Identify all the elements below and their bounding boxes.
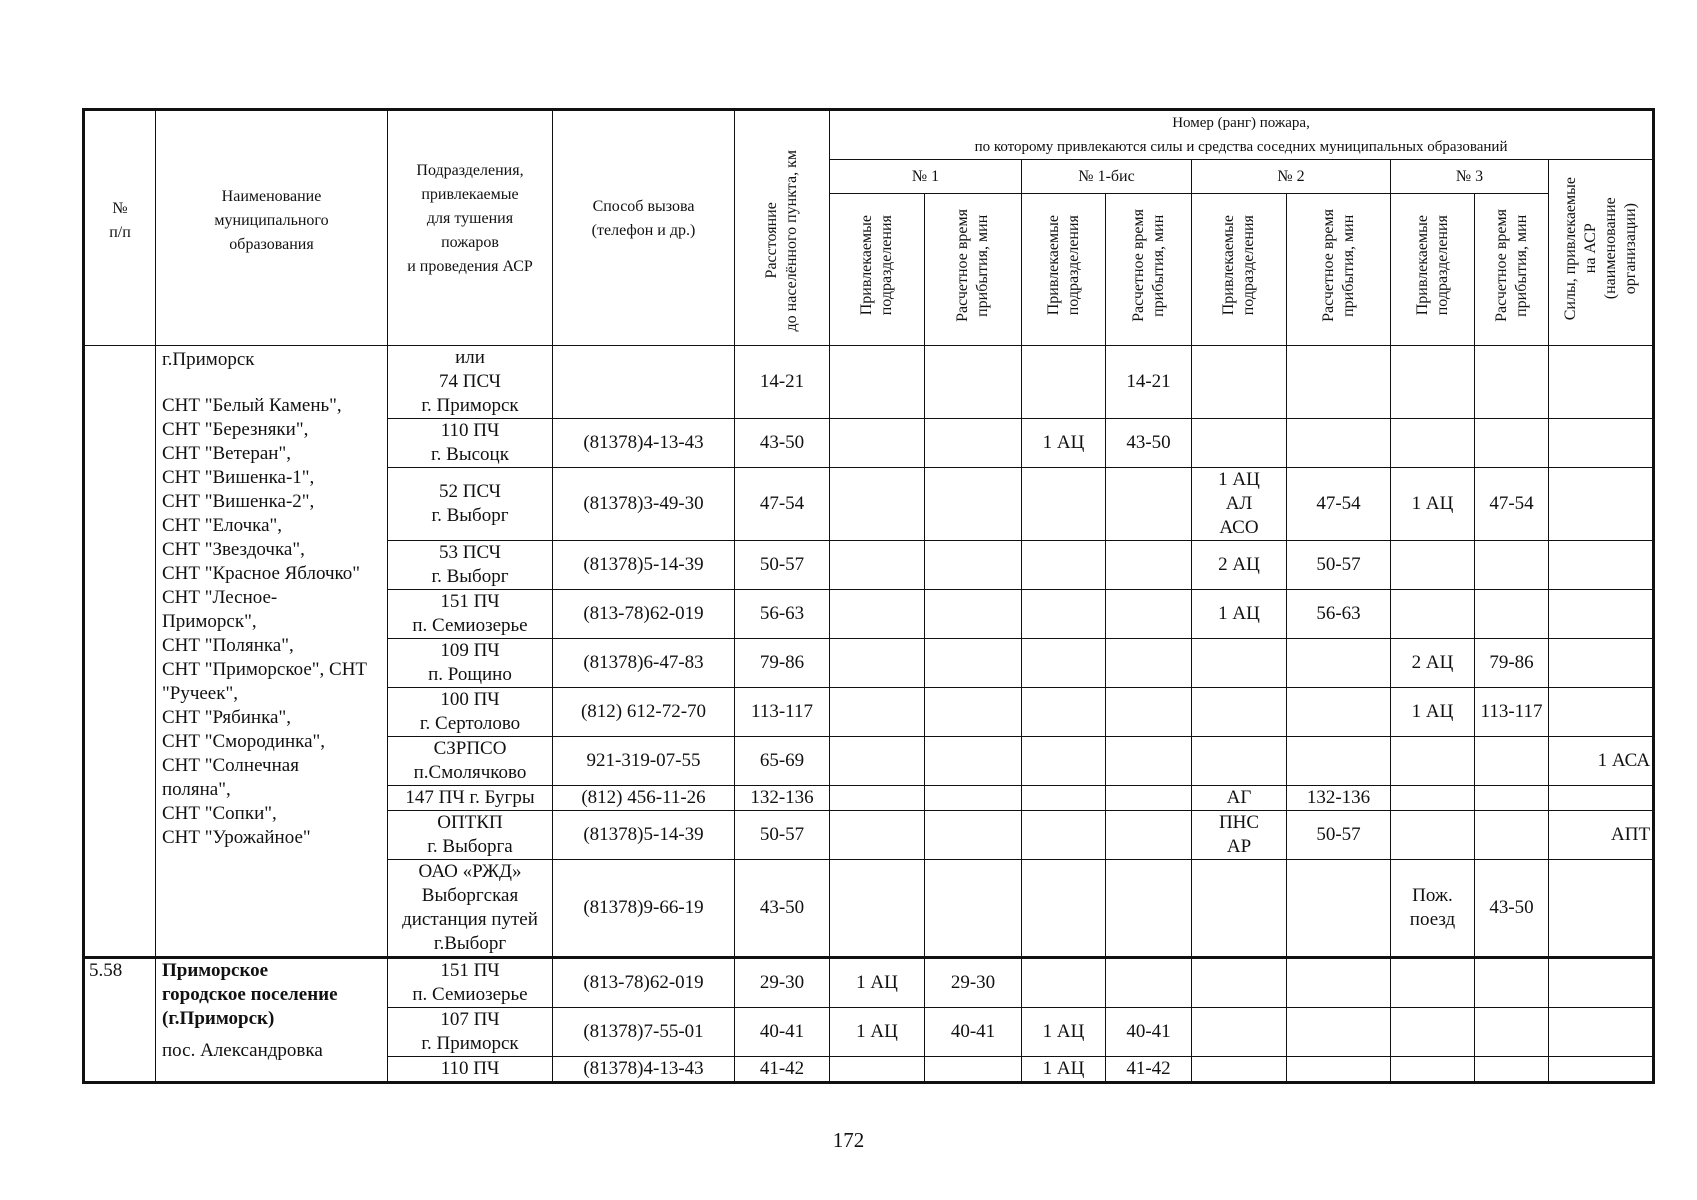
asr-forces-cell	[1549, 541, 1654, 590]
rank3-time-cell: 47-54	[1475, 468, 1549, 541]
rank1bis-time-cell	[1106, 639, 1192, 688]
table-row	[84, 346, 1654, 419]
rank2-units-cell: 1 АЦ АЛ АСО	[1192, 468, 1287, 541]
header-r1-units: Привлекаемые подразделения	[830, 194, 925, 346]
row-number-cell: 5.58	[84, 958, 156, 1083]
rank1bis-units-cell	[1022, 541, 1106, 590]
rank2-time-cell	[1287, 419, 1391, 468]
page-number: 172	[832, 1128, 865, 1152]
distance-cell: 79-86	[735, 639, 830, 688]
phone-cell: (81378)4-13-43	[553, 419, 735, 468]
rank3-time-cell: 79-86	[1475, 639, 1549, 688]
unit-cell: СЗРПСО п.Смолячково	[388, 737, 553, 786]
asr-forces-cell	[1549, 346, 1654, 419]
table-row	[84, 958, 1654, 1008]
rank1bis-units-cell	[1022, 468, 1106, 541]
rank2-time-cell: 47-54	[1287, 468, 1391, 541]
distance-cell: 14-21	[735, 346, 830, 419]
unit-cell: 109 ПЧ п. Рощино	[388, 639, 553, 688]
rank1-time-cell	[925, 811, 1022, 860]
row-number-cell	[84, 346, 156, 958]
rank1bis-units-cell	[1022, 958, 1106, 1008]
unit-cell: 151 ПЧ п. Семиозерье	[388, 590, 553, 639]
header-r1-time: Расчетное время прибытия, мин	[925, 194, 1022, 346]
rank1-time-cell	[925, 590, 1022, 639]
rank3-units-cell	[1391, 419, 1475, 468]
phone-cell: (81378)9-66-19	[553, 860, 735, 958]
rank3-units-cell: 2 АЦ	[1391, 639, 1475, 688]
rank1bis-time-cell: 41-42	[1106, 1057, 1192, 1083]
phone-cell: (81378)6-47-83	[553, 639, 735, 688]
rank1-time-cell	[925, 860, 1022, 958]
rank2-units-cell: ПНС АР	[1192, 811, 1287, 860]
rank2-units-cell: 1 АЦ	[1192, 590, 1287, 639]
rank1-time-cell	[925, 786, 1022, 811]
phone-cell: (81378)5-14-39	[553, 541, 735, 590]
rank3-time-cell	[1475, 590, 1549, 639]
distance-cell: 43-50	[735, 419, 830, 468]
asr-forces-cell	[1549, 639, 1654, 688]
rank2-time-cell: 56-63	[1287, 590, 1391, 639]
fire-forces-table	[82, 108, 1655, 1084]
rank1-units-cell	[830, 639, 925, 688]
table-body-section-2	[84, 958, 1654, 1083]
distance-cell: 50-57	[735, 541, 830, 590]
distance-cell: 47-54	[735, 468, 830, 541]
phone-cell: 921-319-07-55	[553, 737, 735, 786]
rank1bis-units-cell	[1022, 688, 1106, 737]
rank1bis-time-cell	[1106, 860, 1192, 958]
distance-cell: 113-117	[735, 688, 830, 737]
rank1bis-units-cell: 1 АЦ	[1022, 1057, 1106, 1083]
phone-cell: (813-78)62-019	[553, 590, 735, 639]
rank1bis-time-cell: 43-50	[1106, 419, 1192, 468]
rank3-time-cell: 43-50	[1475, 860, 1549, 958]
header-fire-rank: Номер (ранг) пожара, по которому привлекаются силы и средства соседних муниципальных образований	[830, 110, 1654, 160]
unit-cell: ОАО «РЖД» Выборгская дистанция путей г.Выборг	[388, 860, 553, 958]
unit-cell: 110 ПЧ	[388, 1057, 553, 1083]
rank1-units-cell	[830, 688, 925, 737]
distance-cell: 56-63	[735, 590, 830, 639]
rank2-time-cell	[1287, 958, 1391, 1008]
rank1-units-cell	[830, 346, 925, 419]
rank1-time-cell	[925, 1057, 1022, 1083]
rank1-units-cell	[830, 1057, 925, 1083]
unit-cell: 110 ПЧ г. Высоцк	[388, 419, 553, 468]
rank1bis-units-cell	[1022, 737, 1106, 786]
asr-forces-cell	[1549, 419, 1654, 468]
rank2-units-cell: 2 АЦ	[1192, 541, 1287, 590]
asr-forces-cell	[1549, 688, 1654, 737]
rank1-time-cell: 29-30	[925, 958, 1022, 1008]
rank2-time-cell: 132-136	[1287, 786, 1391, 811]
distance-cell: 50-57	[735, 811, 830, 860]
table-body-section-1	[84, 346, 1654, 958]
rank2-units-cell	[1192, 1008, 1287, 1057]
settlement-name: пос. Александровка	[162, 1040, 323, 1061]
header-call-method: Способ вызова (телефон и др.)	[553, 110, 735, 346]
rank3-units-cell	[1391, 737, 1475, 786]
rank3-units-cell	[1391, 811, 1475, 860]
rank1bis-units-cell	[1022, 639, 1106, 688]
header-rank-3: № 3	[1391, 160, 1549, 194]
rank2-time-cell	[1287, 737, 1391, 786]
unit-cell: 151 ПЧ п. Семиозерье	[388, 958, 553, 1008]
municipality-cell	[156, 346, 388, 958]
rank1-time-cell	[925, 419, 1022, 468]
rank1bis-time-cell	[1106, 590, 1192, 639]
rank1bis-time-cell	[1106, 541, 1192, 590]
rank1bis-time-cell	[1106, 786, 1192, 811]
rank3-units-cell	[1391, 1057, 1475, 1083]
rank3-units-cell	[1391, 346, 1475, 419]
rank1-time-cell: 40-41	[925, 1008, 1022, 1057]
rank3-time-cell	[1475, 541, 1549, 590]
settlement-name: г.Приморск	[162, 349, 255, 370]
header-asr-forces: Силы, привлекаемые на АСР (наименование организации)	[1549, 160, 1654, 346]
asr-forces-cell	[1549, 958, 1654, 1008]
rank2-time-cell	[1287, 639, 1391, 688]
phone-cell: (813-78)62-019	[553, 958, 735, 1008]
unit-cell: 147 ПЧ г. Бугры	[388, 786, 553, 811]
phone-cell: (81378)4-13-43	[553, 1057, 735, 1083]
municipality-name: Приморское городское поселение (г.Приморск)	[162, 960, 338, 1029]
rank1bis-units-cell	[1022, 346, 1106, 419]
phone-cell: (81378)5-14-39	[553, 811, 735, 860]
rank3-units-cell	[1391, 786, 1475, 811]
phone-cell	[553, 346, 735, 419]
asr-forces-cell	[1549, 860, 1654, 958]
rank3-time-cell	[1475, 1057, 1549, 1083]
header-r3-units: Привлекаемые подразделения	[1391, 194, 1475, 346]
rank1-time-cell	[925, 688, 1022, 737]
phone-cell: (812) 456-11-26	[553, 786, 735, 811]
rank1-units-cell: 1 АЦ	[830, 1008, 925, 1057]
rank1-time-cell	[925, 639, 1022, 688]
rank1bis-time-cell	[1106, 688, 1192, 737]
rank2-units-cell	[1192, 860, 1287, 958]
rank2-time-cell: 50-57	[1287, 811, 1391, 860]
rank2-time-cell	[1287, 1057, 1391, 1083]
unit-cell: 52 ПСЧ г. Выборг	[388, 468, 553, 541]
asr-forces-cell	[1549, 786, 1654, 811]
distance-cell: 65-69	[735, 737, 830, 786]
phone-cell: (81378)3-49-30	[553, 468, 735, 541]
rank1-units-cell	[830, 541, 925, 590]
rank1bis-units-cell: 1 АЦ	[1022, 1008, 1106, 1057]
rank1bis-time-cell	[1106, 811, 1192, 860]
rank3-time-cell	[1475, 811, 1549, 860]
rank1-units-cell	[830, 786, 925, 811]
header-r2-time: Расчетное время прибытия, мин	[1287, 194, 1391, 346]
rank1-time-cell	[925, 468, 1022, 541]
rank2-units-cell	[1192, 958, 1287, 1008]
distance-cell: 132-136	[735, 786, 830, 811]
table-header	[84, 110, 1654, 346]
header-r1bis-units: Привлекаемые подразделения	[1022, 194, 1106, 346]
rank1-units-cell	[830, 811, 925, 860]
rank1bis-time-cell	[1106, 737, 1192, 786]
rank1-units-cell: 1 АЦ	[830, 958, 925, 1008]
rank1bis-units-cell	[1022, 811, 1106, 860]
snt-list: СНТ "Белый Камень", СНТ "Березняки", СНТ "Ветеран", СНТ "Вишенка-1", СНТ "Вишенка-2", СНТ "Елочка", СНТ "Звездочка", СНТ "Красное Яблочко" СНТ "Лесное- Приморск", СНТ "Полянка", СНТ "Приморское", СНТ "Ручеек", СНТ "Рябинка", СНТ "Смородинка", СНТ "Солнечная поляна", СНТ "Сопки", СНТ "Урожайное"	[162, 395, 368, 848]
rank3-time-cell	[1475, 737, 1549, 786]
asr-forces-cell	[1549, 1057, 1654, 1083]
rank1-units-cell	[830, 468, 925, 541]
asr-forces-cell: АПТ	[1549, 811, 1654, 860]
unit-cell: 53 ПСЧ г. Выборг	[388, 541, 553, 590]
rank3-time-cell	[1475, 346, 1549, 419]
rank3-units-cell: 1 АЦ	[1391, 688, 1475, 737]
rank1-time-cell	[925, 346, 1022, 419]
rank2-units-cell: АГ	[1192, 786, 1287, 811]
rank2-time-cell	[1287, 860, 1391, 958]
rank3-time-cell	[1475, 1008, 1549, 1057]
header-r1bis-time: Расчетное время прибытия, мин	[1106, 194, 1192, 346]
rank2-units-cell	[1192, 688, 1287, 737]
rank1-units-cell	[830, 860, 925, 958]
distance-cell: 40-41	[735, 1008, 830, 1057]
header-rank-1: № 1	[830, 160, 1022, 194]
rank3-time-cell	[1475, 958, 1549, 1008]
rank2-units-cell	[1192, 1057, 1287, 1083]
rank3-time-cell	[1475, 419, 1549, 468]
asr-forces-cell	[1549, 468, 1654, 541]
rank3-time-cell	[1475, 786, 1549, 811]
unit-cell: 107 ПЧ г. Приморск	[388, 1008, 553, 1057]
rank3-time-cell: 113-117	[1475, 688, 1549, 737]
rank1bis-units-cell	[1022, 590, 1106, 639]
rank1bis-time-cell: 40-41	[1106, 1008, 1192, 1057]
municipality-cell	[156, 958, 388, 1083]
rank2-time-cell: 50-57	[1287, 541, 1391, 590]
rank1-time-cell	[925, 737, 1022, 786]
rank1-units-cell	[830, 737, 925, 786]
header-units: Подразделения, привлекаемые для тушения пожаров и проведения АСР	[388, 110, 553, 346]
asr-forces-cell: 1 АСА	[1549, 737, 1654, 786]
header-distance: Расстояние до населённого пункта, км	[735, 110, 830, 346]
asr-forces-cell	[1549, 1008, 1654, 1057]
unit-cell: 100 ПЧ г. Сертолово	[388, 688, 553, 737]
rank3-units-cell: Пож. поезд	[1391, 860, 1475, 958]
header-rank-2: № 2	[1192, 160, 1391, 194]
rank1bis-time-cell	[1106, 958, 1192, 1008]
rank1bis-units-cell: 1 АЦ	[1022, 419, 1106, 468]
header-rank-1bis: № 1-бис	[1022, 160, 1192, 194]
rank1bis-units-cell	[1022, 786, 1106, 811]
rank2-units-cell	[1192, 639, 1287, 688]
rank1-time-cell	[925, 541, 1022, 590]
rank1-units-cell	[830, 590, 925, 639]
rank2-time-cell	[1287, 1008, 1391, 1057]
header-number: № п/п	[84, 110, 156, 346]
rank2-time-cell	[1287, 346, 1391, 419]
rank3-units-cell	[1391, 958, 1475, 1008]
rank3-units-cell	[1391, 541, 1475, 590]
unit-cell: или 74 ПСЧ г. Приморск	[388, 346, 553, 419]
rank1bis-time-cell	[1106, 468, 1192, 541]
rank2-units-cell	[1192, 737, 1287, 786]
rank3-units-cell: 1 АЦ	[1391, 468, 1475, 541]
rank3-units-cell	[1391, 1008, 1475, 1057]
phone-cell: (812) 612-72-70	[553, 688, 735, 737]
rank1-units-cell	[830, 419, 925, 468]
unit-cell: ОПТКП г. Выборга	[388, 811, 553, 860]
phone-cell: (81378)7-55-01	[553, 1008, 735, 1057]
distance-cell: 41-42	[735, 1057, 830, 1083]
rank2-units-cell	[1192, 419, 1287, 468]
rank1bis-time-cell: 14-21	[1106, 346, 1192, 419]
header-r3-time: Расчетное время прибытия, мин	[1475, 194, 1549, 346]
distance-cell: 43-50	[735, 860, 830, 958]
rank2-units-cell	[1192, 346, 1287, 419]
rank3-units-cell	[1391, 590, 1475, 639]
rank2-time-cell	[1287, 688, 1391, 737]
asr-forces-cell	[1549, 590, 1654, 639]
rank1bis-units-cell	[1022, 860, 1106, 958]
distance-cell: 29-30	[735, 958, 830, 1008]
header-r2-units: Привлекаемые подразделения	[1192, 194, 1287, 346]
header-municipality: Наименование муниципального образования	[156, 110, 388, 346]
